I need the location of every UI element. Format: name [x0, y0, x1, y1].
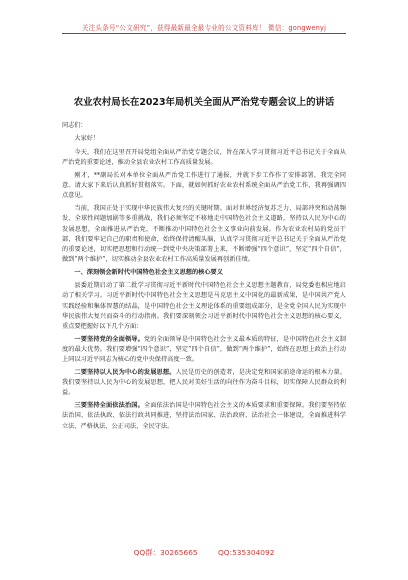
document-body [62, 121, 346, 434]
point-paragraph [62, 401, 346, 432]
qq-text: QQ:535304092 [217, 548, 275, 557]
qq-group-text: QQ群：30265665 [133, 548, 198, 557]
salutation: 同志们： [62, 122, 87, 129]
contact-footer [0, 547, 408, 558]
paragraph: 当前，我国正处于实现中华民族伟大复兴的关键时期。面对世界经济复苏乏力、局部冲突和动荡频发、全球性问题加剧等多重挑战，我们必须坚定不移地走中国特色社会主义道路，坚持以人民为中心的发展思想，全面推进从严治党，不断推动中国特色社会主义事业向前发展。作为农业农村局的党员干部，我们要牢记自己的职责和使命，始终保持清醒头脑，认真学习贯彻习近平总书记关于全面从严治党的重要论述，切实把思想和行动统一到党中央决策部署上来，不断增强“四个意识”，坚定“四个自信”，做到“两个维护”，切实推动全县农业农村工作高质量发展再创新佳绩。 [62, 205, 346, 264]
paragraph: 刚才，**副局长对本单位全面从严治党工作进行了通报，并就下步工作作了安排部署，我完全同意。请大家下来后认真抓好贯彻落实。下面，就如何抓好农业农村系统全面从严治党工作，我再强调四点意见。 [62, 172, 346, 200]
paragraph: 今天，我们在这里召开局党组全面从严治党专题会议，旨在深入学习贯彻习近平总书记关于全面从严治党的重要论述，推动全县农业农村工作高质量发展。 [62, 149, 346, 167]
point-lead: 一要坚持党的全面领导。 [74, 335, 144, 343]
point-paragraph [62, 335, 346, 366]
section-heading: 一、深刻领会新时代中国特色社会主义思想的核心要义 [74, 269, 223, 277]
point-paragraph [62, 368, 346, 399]
point-text: 人民是历史的创造者，是决定党和国家前途命运的根本力量。我们要坚持以人民为中心的发展思想，把人民对美好生活的向往作为奋斗目标，切实保障人民群众的利益。 [62, 369, 347, 397]
point-lead: 三要坚持全面依法治国。 [74, 402, 144, 410]
greeting: 大家好！ [74, 134, 100, 142]
point-text: 党的全面领导是中国特色社会主义最本质的特征，是中国特色社会主义制度的最大优势。我们要增强“四个意识”，坚定“四个自信”，做到“两个维护”，始终在思想上政治上行动上同以习近平同志为核心的党中央保持高度一致。 [62, 335, 346, 364]
document-title: 农业农村局长在2023年局机关全面从严治党专题会议上的讲话 [73, 97, 335, 108]
promo-banner[interactable]: 关注头条号“公文研究”，获得最新最全最专业的公文资料库！ 微信：gongwenyj [81, 24, 327, 32]
point-lead: 二要坚持以人民为中心的发展思想。 [74, 369, 176, 377]
point-text: 全面依法治国是中国特色社会主义的本质要求和重要保障。我们要坚持依法治国、依法执政、依法行政共同推进，坚持法治国家、法治政府、法治社会一体建设，全面推进科学立法、严格执法、公正司法、全民守法。 [62, 402, 346, 430]
paragraph: 县委近期启动了第二批学习贯彻习近平新时代中国特色社会主义思想主题教育，局党委也相应地启动了相关学习。习近平新时代中国特色社会主义思想是马克思主义中国化的最新成果，是中国共产党人实践经验和集体智慧的结晶，是中国特色社会主义理论体系的重要组成部分，是全党全国人民为实现中华民族伟大复兴而奋斗的行动指南。我们要深刻领会习近平新时代中国特色社会主义思想的核心要义，重点要把握好以下几个方面： [62, 282, 346, 331]
banner-divider [62, 33, 346, 34]
